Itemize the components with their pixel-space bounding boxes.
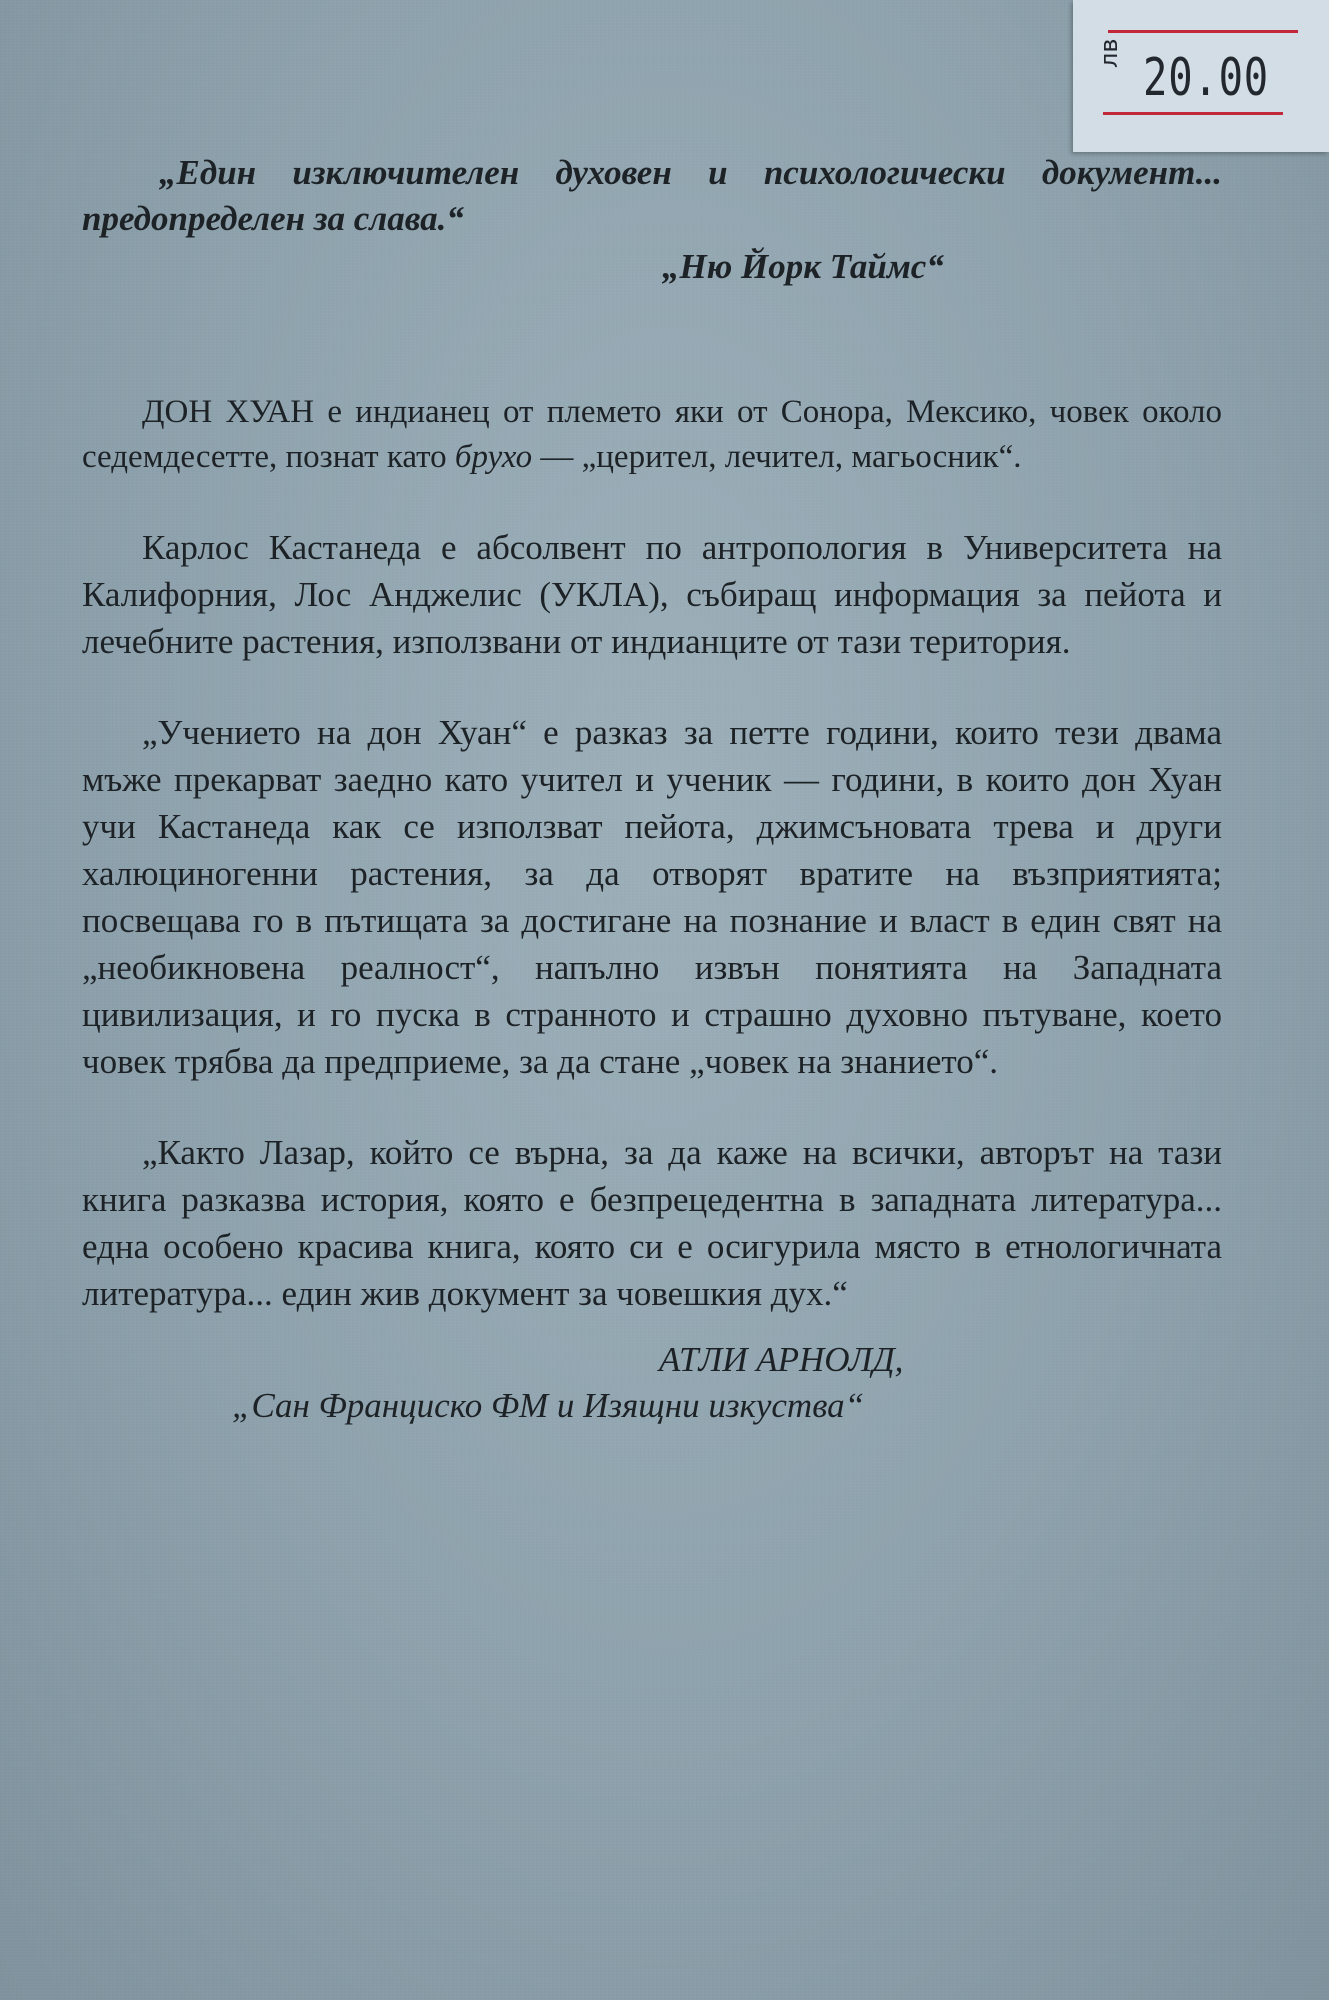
paragraph-don-juan [82, 390, 1222, 480]
sticker-top-rule [1108, 30, 1298, 33]
sticker-bottom-rule [1103, 112, 1283, 115]
paragraph-review-quote: „Както Лазар, който се върна, за да каже на всички, авторът на тази книга разказва история, която е безпрецедентна в западната литература... една особено красива книга, която си е осигурила място в етнологичната литература... един жив документ за човешкия дух.“ [82, 1133, 1222, 1313]
paragraph-don-juan-tail: — „церител, лечител, магьосник“. [532, 439, 1022, 475]
back-cover-text [82, 150, 1222, 1429]
price-currency: лв [1095, 38, 1123, 68]
epigraph-source: „Ню Йорк Таймс“ [662, 247, 944, 286]
price-value: 20.00 [1143, 48, 1270, 108]
paragraph-teachings: „Учението на дон Хуан“ е разказ за петте години, които тези двама мъже прекарват заедно като учител и ученик — години, в които дон Хуан учи Кастанеда как се използват пейота, джимсъновата трева и други халюциногенни растения, за да отворят вратите на възприятията; посвещава го в пътищата за достигане на познание и власт в един свят на „необикновена реалност“, напълно извън понятията на Западната цивилизация, и го пуска в странното и страшно духовно пътуване, което човек трябва да предприеме, за да стане „човек на знанието“. [82, 713, 1222, 1081]
term-bruho: брухо [454, 439, 533, 475]
paragraph-don-juan-lead: ДОН ХУАН е индианец от племето яки от Сонора, Мексико, човек около седемдесетте, познат като [82, 394, 1222, 475]
epigraph-quote: „Един изключителен духовен и психологически документ... предопределен за слава.“ [82, 153, 1222, 238]
review-author: АТЛИ АРНОЛД, [659, 1340, 904, 1379]
price-sticker [1073, 0, 1329, 152]
paragraph-castaneda: Карлос Кастанеда е абсолвент по антропология в Университета на Калифорния, Лос Анджелис (УКЛА), събиращ информация за пейота и лечебните растения, използвани от индианците от тази територия. [82, 528, 1222, 661]
review-outlet: „Сан Франциско ФМ и Изящни изкуства“ [232, 1386, 865, 1425]
